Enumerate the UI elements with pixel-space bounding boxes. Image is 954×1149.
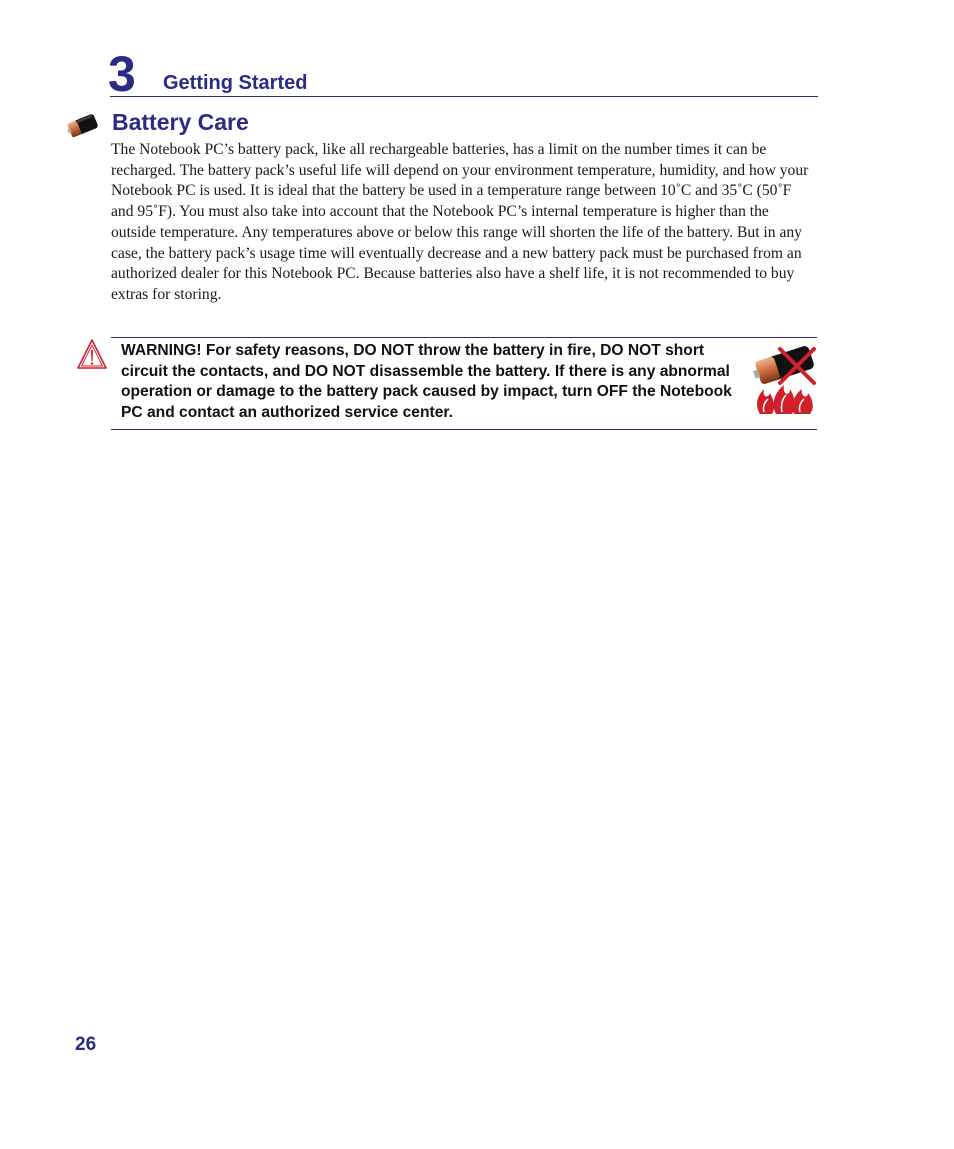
warning-triangle-icon — [76, 338, 108, 372]
chapter-number: 3 — [108, 46, 136, 102]
chapter-title: Getting Started — [163, 72, 308, 94]
battery-icon — [66, 111, 100, 141]
warning-text: WARNING! For safety reasons, DO NOT throw the battery in fire, DO NOT short circuit the contacts, and DO NOT disassemble the battery. If there is any abnormal operation or damage to the battery pack caused by impact, turn OFF the Notebook PC and contact an authorized service center. — [121, 342, 732, 422]
section-body: The Notebook PC’s battery pack, like all rechargeable batteries, has a limit on the number times it can be recharged. The battery pack’s useful life will depend on your environment temperature, humidity, and how your Notebook PC is used. It is ideal that the battery be used in a temperature range between 10˚C and 35˚C (50˚F and 95˚F). You must also take into account that the Notebook PC’s internal temperature is higher than the outside temperature. Any temperatures above or below this range will shorten the life of the battery. But in any case, the battery pack’s usage time will eventually decrease and a new battery pack must be purchased from an authorized dealer for this Notebook PC. Because batteries also have a shelf life, it is not recommended to buy extras for storing. — [111, 141, 809, 303]
no-battery-in-fire-icon — [750, 343, 820, 415]
warning-bottom-rule — [111, 429, 817, 430]
warning-top-rule — [111, 337, 817, 338]
header-divider — [110, 96, 818, 97]
page-number: 26 — [75, 1034, 97, 1055]
section-title: Battery Care — [112, 109, 249, 135]
